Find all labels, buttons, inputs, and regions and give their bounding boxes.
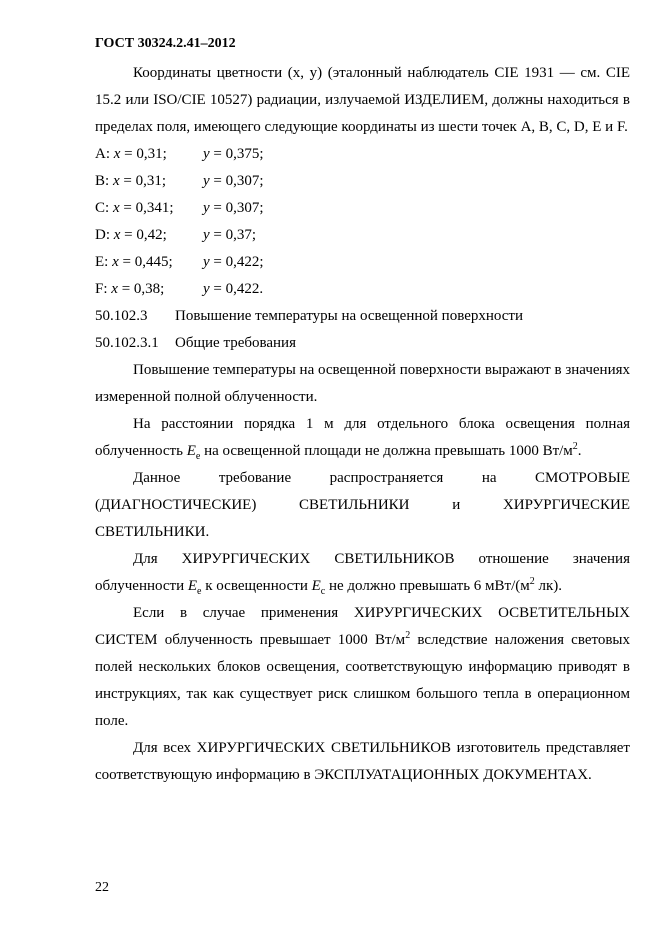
superscript: 2 — [405, 630, 411, 641]
text-span: на освещенной площади не должна превышать 1000 Вт/м — [200, 443, 573, 459]
point-label: B: — [95, 173, 110, 189]
equals: = — [117, 281, 134, 297]
paragraph-manufacturer-info: Для всех ХИРУРГИЧЕСКИХ СВЕТИЛЬНИКОВ изготовитель представляет соответствующую информацию в ЭКСПЛУАТАЦИОННЫХ ДОКУМЕНТАХ. — [95, 740, 630, 783]
equals: = — [209, 227, 226, 243]
subscript-e: e — [195, 451, 201, 462]
x-value: 0,341; — [135, 200, 174, 216]
coordinate-row — [95, 249, 630, 276]
superscript: 2 — [572, 441, 578, 452]
point-label: C: — [95, 200, 110, 216]
x-value: 0,42; — [136, 227, 167, 243]
text-span: лк). — [534, 578, 563, 594]
subsection-heading — [95, 330, 630, 357]
x-value: 0,38; — [133, 281, 165, 297]
text-span: На расстоянии порядка 1 м для отдельного блока освещения полная облученность — [95, 416, 630, 459]
page-number: 22 — [95, 880, 109, 895]
symbol-y: y — [203, 254, 210, 270]
text-span: Если в случае применения ХИРУРГИЧЕСКИХ ОСВЕТИТЕЛЬНЫХ СИСТЕМ облученность превышает 1000 Вт/м — [95, 605, 630, 648]
x-value: 0,31; — [135, 173, 166, 189]
point-label: E: — [95, 254, 109, 270]
equals: = — [209, 173, 226, 189]
coordinate-row — [95, 195, 630, 222]
coordinate-x — [95, 222, 203, 249]
symbol-x: x — [113, 227, 121, 243]
superscript: 2 — [529, 576, 535, 587]
equals: = — [209, 200, 226, 216]
symbol-y: y — [203, 200, 210, 216]
y-value: 0,37; — [225, 227, 257, 243]
coordinate-y — [203, 281, 263, 297]
symbol-x: x — [112, 200, 120, 216]
symbol-y: y — [203, 146, 210, 162]
text-span: вследствие наложения световых полей нескольких блоков освещения, соответствующую информацию приводят в инструкциях, так как существует риск слишком большого тепла в операционном поле. — [95, 632, 631, 729]
symbol-x: x — [112, 173, 120, 189]
y-value: 0,307; — [225, 173, 264, 189]
y-value: 0,422; — [225, 254, 264, 270]
equals: = — [118, 254, 135, 270]
subscript-e: e — [197, 586, 202, 597]
symbol-y: y — [203, 173, 210, 189]
symbol-E: E — [311, 578, 321, 594]
text-span: Для ХИРУРГИЧЕСКИХ СВЕТИЛЬНИКОВ отношение значения облученности — [95, 551, 630, 594]
paragraph-scope: Данное требование распространяется на СМОТРОВЫЕ (ДИАГНОСТИЧЕСКИЕ) СВЕТИЛЬНИКИ и ХИРУРГИЧЕСКИЕ СВЕТИЛЬНИКИ. — [95, 470, 630, 540]
paragraph-irradiance-limit — [95, 411, 630, 465]
x-value: 0,31; — [136, 146, 167, 162]
coordinate-y — [203, 200, 264, 216]
symbol-x: x — [111, 281, 118, 297]
x-value: 0,445; — [134, 254, 173, 270]
equals: = — [120, 146, 137, 162]
section-title: Повышение температуры на освещенной поверхности — [175, 308, 523, 324]
y-value: 0,422. — [225, 281, 264, 297]
coordinate-x — [95, 276, 203, 303]
coordinate-row — [95, 276, 630, 303]
equals: = — [209, 281, 226, 297]
equals: = — [119, 200, 136, 216]
coordinate-x — [95, 195, 203, 222]
section-heading — [95, 303, 630, 330]
subsection-title: Общие требования — [175, 335, 296, 351]
symbol-y: y — [203, 227, 210, 243]
coordinate-y — [203, 254, 264, 270]
symbol-x: x — [113, 146, 121, 162]
text-span: к освещенности — [201, 578, 312, 594]
coordinate-y — [203, 173, 264, 189]
subscript-c: c — [320, 586, 326, 597]
coordinates-list — [95, 141, 630, 303]
paragraph-ratio — [95, 546, 630, 600]
equals: = — [120, 227, 137, 243]
equals: = — [209, 146, 226, 162]
coordinate-x — [95, 249, 203, 276]
coordinate-y — [203, 146, 264, 162]
coordinate-row — [95, 141, 630, 168]
document-header: ГОСТ 30324.2.41–2012 — [95, 36, 236, 51]
coordinate-x — [95, 141, 203, 168]
section-number: 50.102.3 — [95, 308, 148, 324]
point-label: D: — [95, 227, 110, 243]
equals: = — [209, 254, 226, 270]
document-body — [95, 60, 630, 789]
subsection-number: 50.102.3.1 — [95, 335, 159, 351]
y-value: 0,307; — [225, 200, 264, 216]
coordinate-x — [95, 168, 203, 195]
paragraph-multiple-fields — [95, 600, 630, 735]
coordinate-row — [95, 168, 630, 195]
point-label: F: — [95, 281, 108, 297]
paragraph-temperature: Повышение температуры на освещенной поверхности выражают в значениях измеренной полной облученности. — [95, 362, 630, 405]
point-label: A: — [95, 146, 110, 162]
symbol-x: x — [112, 254, 119, 270]
symbol-y: y — [203, 281, 210, 297]
symbol-E: E — [187, 578, 198, 594]
text-span: . — [577, 443, 582, 459]
equals: = — [119, 173, 136, 189]
intro-paragraph: Координаты цветности (x, y) (эталонный наблюдатель CIE 1931 — см. CIE 15.2 или ISO/CIE 10527) радиации, излучаемой ИЗДЕЛИЕМ, должны находиться в пределах поля, имеющего следующие координаты из шести точек A, B, C, D, E и F. — [95, 65, 630, 135]
text-span: не должно превышать 6 мВт/(м — [325, 578, 530, 594]
coordinate-row — [95, 222, 630, 249]
symbol-E: E — [186, 443, 196, 459]
y-value: 0,375; — [225, 146, 264, 162]
coordinate-y — [203, 227, 256, 243]
